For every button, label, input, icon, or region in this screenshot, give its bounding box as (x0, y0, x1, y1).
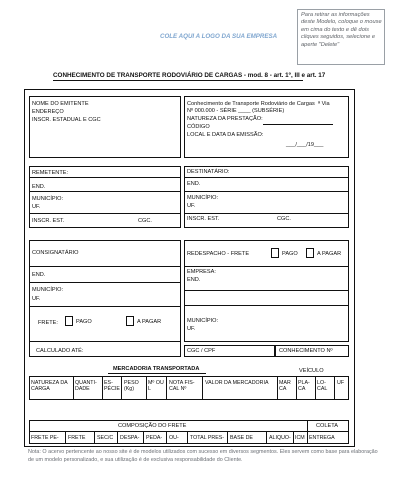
redespacho-end: END. (187, 277, 201, 283)
logo-placeholder[interactable]: COLE AQUI A LOGO DA SUA EMPRESA (160, 33, 278, 40)
footer-note (28, 448, 378, 464)
comp-col-div (94, 431, 95, 444)
footer-note-text: O acervo pertencente ao nosso site é de modelos utilizados com sucesso em diversos segmentos. Eles servem como base para elaboração de um modelo personalizado, e sua utilização é de exclusiva responsabilidade do Cliente. (28, 449, 378, 463)
redespacho-pago-label: PAGO (282, 251, 298, 257)
destinatario-inscr: INSCR. EST. (187, 216, 220, 222)
comp-col-div (117, 431, 118, 444)
comp-col-entrega: ENTREGA (309, 435, 335, 441)
comp-col-frete-peso: FRETE PE- (31, 435, 59, 441)
merc-col-div (166, 376, 167, 400)
merc-col-div (334, 376, 335, 400)
comp-col-icm: ICM (295, 435, 305, 441)
comp-col-aliquota: ALIQUO- (269, 435, 291, 441)
consignatario-uf: UF. (32, 296, 41, 302)
composicao-title-div (29, 431, 349, 432)
redespacho-label: REDESPACHO - FRETE (187, 251, 250, 257)
remetente-div1 (29, 177, 181, 178)
merc-col-placa: PLA-CA (298, 380, 310, 392)
consignatario-label: CONSIGNATÁRIO (32, 250, 79, 256)
destinatario-end: END. (187, 181, 201, 187)
remetente-end: END. (32, 184, 46, 190)
comp-col-outros: OU- (169, 435, 179, 441)
redespacho-uf: UF. (187, 326, 196, 332)
merc-col-div (73, 376, 74, 400)
comp-col-div (65, 431, 66, 444)
remetente-div3 (29, 213, 181, 214)
emitente-nome: NOME DO EMITENTE (32, 101, 89, 107)
redespacho-div2 (184, 290, 349, 291)
comp-col-div (227, 431, 228, 444)
destinatario-municipio: MUNICÍPIO: (187, 195, 219, 201)
merc-col-marca: MAR CA (279, 380, 291, 392)
mercadoria-title-underline (108, 373, 206, 374)
emitente-inscr: INSCR. ESTADUAL E CGC (32, 117, 101, 123)
destinatario-div1 (184, 177, 349, 178)
emitente-endereco: ENDEREÇO (32, 109, 64, 115)
destinatario-div3 (184, 213, 349, 214)
calculado-ate: CALCULADO ATÉ: (36, 348, 84, 354)
local-data-emissao: LOCAL E DATA DA EMISSÃO: (187, 132, 264, 138)
consignatario-div1 (29, 266, 181, 267)
consignatario-frete: FRETE: (38, 320, 58, 326)
merc-col-div (102, 376, 103, 400)
frete-pago-label: PAGO (76, 319, 92, 325)
frete-a-pagar-checkbox[interactable] (126, 316, 134, 326)
consignatario-div3 (29, 306, 181, 307)
natureza-prestacao: NATUREZA DA PRESTAÇÃO: (187, 116, 263, 122)
merc-col-valor: VALOR DA MERCADORIA (205, 380, 269, 386)
merc-col-nota: NOTA FIS-CAL Nº (169, 380, 195, 392)
merc-col-div (146, 376, 147, 400)
footer-note-label: Nota: (28, 449, 41, 455)
remetente-label: REMETENTE: (32, 170, 69, 176)
comp-col-base: BASE DE (230, 435, 253, 441)
merc-col-local: LO-CAL (317, 380, 328, 392)
merc-col-natureza: NATUREZA DA CARGA (31, 380, 68, 392)
coleta-div (307, 420, 308, 431)
destinatario-uf: UF. (187, 203, 196, 209)
composicao-title: COMPOSIÇÃO DO FRETE (118, 423, 187, 429)
consignatario-div2 (29, 282, 181, 283)
consignatario-box (29, 240, 181, 357)
comp-col-div (266, 431, 267, 444)
document-title: CONHECIMENTO DE TRANSPORTE RODOVIÁRIO DE CARGAS - mod. 8 - art. 1º, III e art. 17 (53, 72, 326, 79)
coleta-label: COLETA (316, 423, 338, 429)
comp-col-frete: FRETE (68, 435, 86, 441)
comp-col-div (187, 431, 188, 444)
remetente-inscr: INSCR. EST. (32, 218, 65, 224)
redespacho-a-pagar-checkbox[interactable] (306, 248, 314, 258)
comp-col-total: TOTAL PRES- (190, 435, 225, 441)
frete-pago-checkbox[interactable] (65, 316, 73, 326)
title-underline (53, 80, 303, 81)
merc-col-uf: UF (337, 380, 345, 386)
veiculo-label: VEÍCULO (299, 368, 324, 374)
redespacho-empresa: EMPRESA: (187, 269, 216, 275)
merc-col-div (315, 376, 316, 400)
comp-col-despacho: DESPA- (120, 435, 140, 441)
comp-col-div (307, 431, 308, 444)
merc-col-div (202, 376, 203, 400)
remetente-div2 (29, 191, 181, 192)
consignatario-municipio: MUNICÍPIO: (32, 287, 64, 293)
destinatario-div2 (184, 191, 349, 192)
merc-col-especie: ES-PÉCIE (104, 380, 120, 392)
redespacho-div3 (184, 305, 349, 306)
comp-col-secc: SEC/C (97, 435, 114, 441)
conhecimento-linha1: Conhecimento de Transporte Rodoviário de Cargas (187, 101, 315, 107)
redespacho-a-pagar-label: A PAGAR (317, 251, 342, 257)
comp-col-div (293, 431, 294, 444)
data-mask: ___/___/19___ (286, 142, 324, 148)
comp-col-div (166, 431, 167, 444)
merc-col-quantidade: QUANTI-DADE (75, 380, 97, 392)
mercadoria-title: MERCADORIA TRANSPORTADA (113, 366, 200, 372)
frete-a-pagar-label: A PAGAR (137, 319, 162, 325)
merc-col-div (121, 376, 122, 400)
conhecimento-via: ª Via (318, 101, 330, 107)
redespacho-div1 (184, 266, 349, 267)
merc-col-div (296, 376, 297, 400)
natureza-line (263, 124, 333, 125)
merc-col-m3: Mº OU L (148, 380, 164, 392)
conhecimento-no-label: CONHECIMENTO Nº (279, 348, 333, 354)
destinatario-cgc: CGC. (277, 216, 291, 222)
destinatario-label: DESTINATÁRIO: (187, 169, 230, 175)
comp-col-div (143, 431, 144, 444)
instructions-note: Para retirar as informações deste Modelo, coloque o mouse em cima do texto e dê dois cliques seguidos, selecione e aperte "Delete" (297, 9, 385, 65)
conhecimento-numero: Nº 000.000 - SÉRIE ____ (SUBSÉRIE) (187, 108, 285, 114)
remetente-cgc: CGC. (138, 218, 152, 224)
merc-col-peso: PESO (Kg) (124, 380, 139, 392)
merc-col-div (277, 376, 278, 400)
remetente-municipio: MUNICÍPIO: (32, 196, 64, 202)
comp-col-pedagio: PEDA- (146, 435, 163, 441)
consignatario-end: END. (32, 272, 46, 278)
redespacho-municipio: MUNICÍPIO: (187, 318, 219, 324)
codigo-label: CÓDIGO (187, 124, 210, 130)
remetente-uf: UF. (32, 204, 41, 210)
cgc-cpf-label: CGC / CPF (187, 348, 216, 354)
redespacho-pago-checkbox[interactable] (271, 248, 279, 258)
consignatario-div4 (29, 341, 181, 342)
